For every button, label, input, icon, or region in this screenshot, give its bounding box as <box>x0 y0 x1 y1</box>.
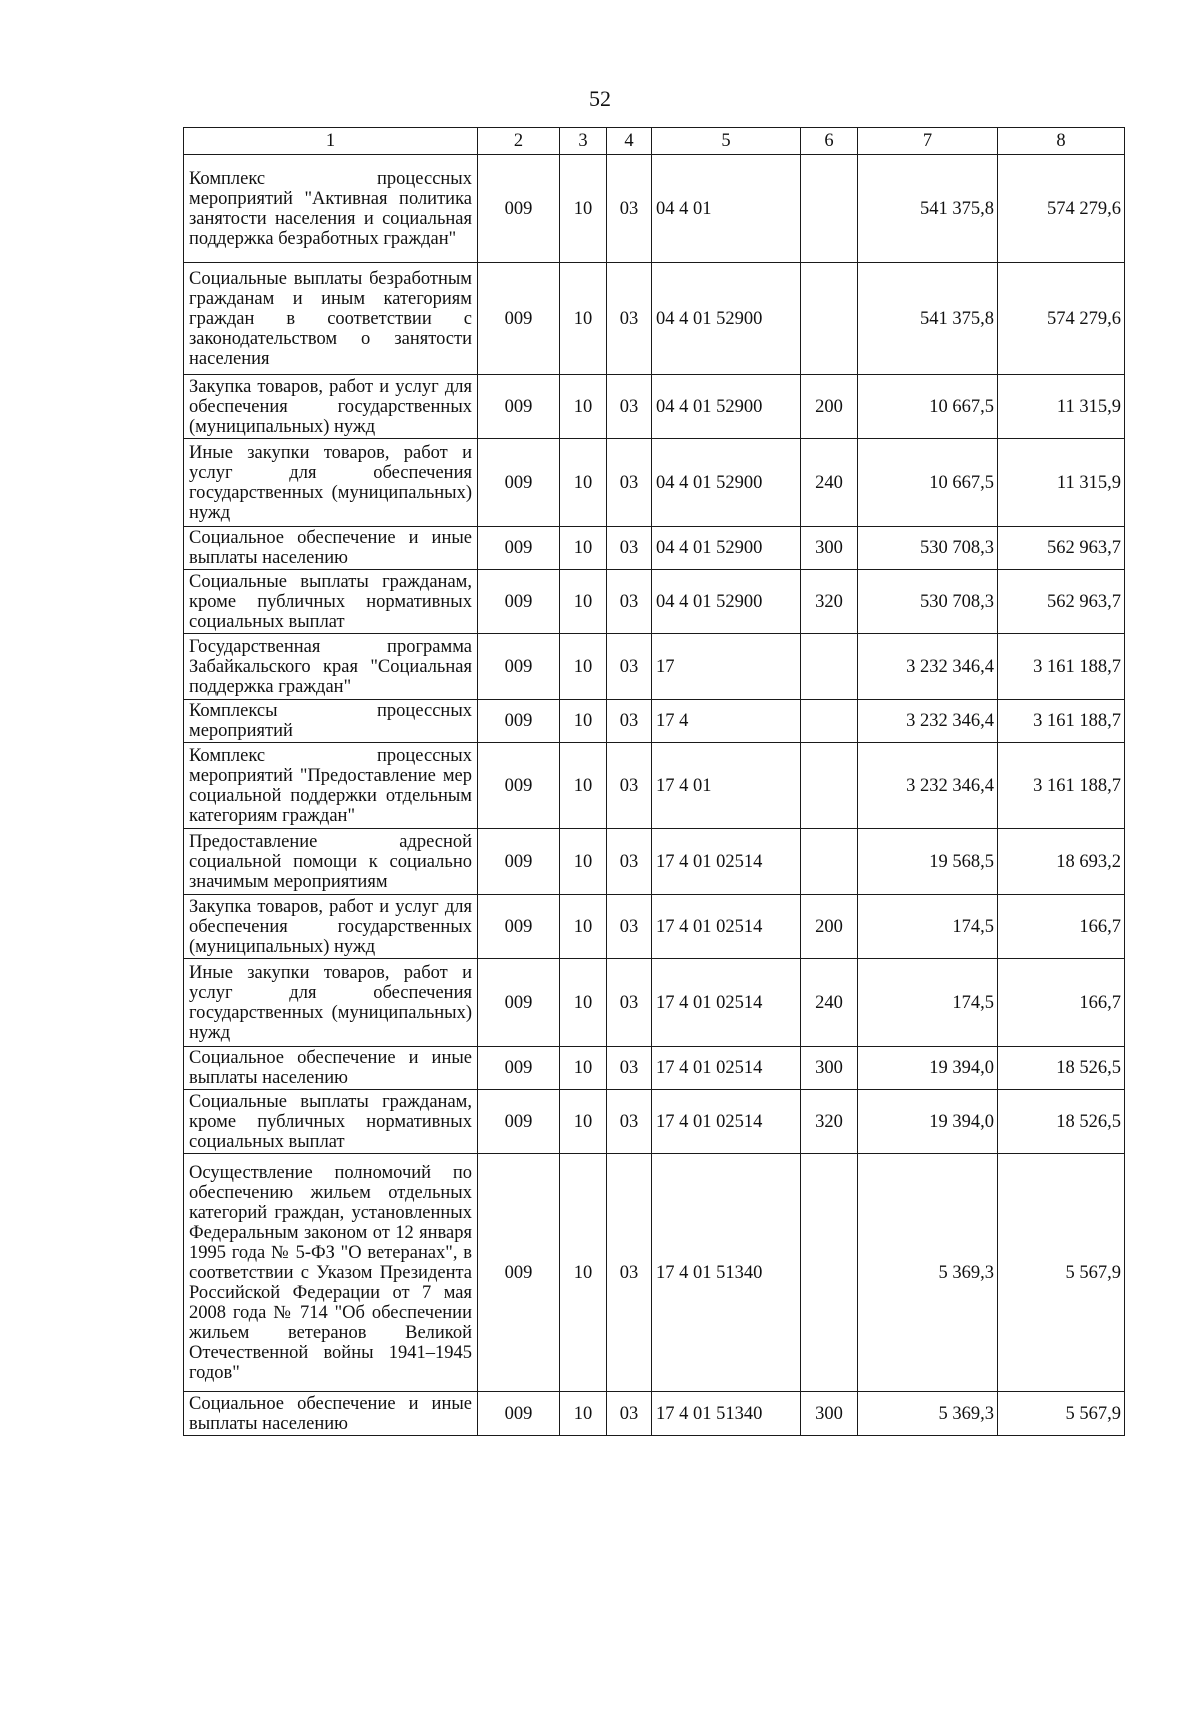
row-amount-year-2: 11 315,9 <box>998 439 1125 527</box>
row-target-article: 17 4 01 <box>652 743 801 829</box>
row-amount-year-1: 3 232 346,4 <box>858 743 998 829</box>
table-body <box>184 155 1125 1436</box>
row-ministry: 009 <box>478 895 560 959</box>
row-expense-type <box>801 700 858 743</box>
row-name: Иные закупки товаров, работ и услуг для обеспечения государственных (муниципальных) нужд <box>184 959 478 1047</box>
row-amount-year-2: 574 279,6 <box>998 263 1125 375</box>
table-row <box>184 895 1125 959</box>
row-expense-type: 320 <box>801 570 858 634</box>
table-row <box>184 829 1125 895</box>
row-section: 10 <box>560 155 607 263</box>
row-name: Социальные выплаты безработным гражданам и иным категориям граждан в соответствии с законодательством о занятости населения <box>184 263 478 375</box>
row-name: Комплексы процессных мероприятий <box>184 700 478 743</box>
table-row <box>184 959 1125 1047</box>
row-expense-type <box>801 743 858 829</box>
row-section: 10 <box>560 634 607 700</box>
row-section: 10 <box>560 743 607 829</box>
row-subsection: 03 <box>607 743 652 829</box>
column-header-7: 7 <box>858 128 998 155</box>
row-amount-year-1: 19 394,0 <box>858 1090 998 1154</box>
row-ministry: 009 <box>478 1047 560 1090</box>
row-section: 10 <box>560 1090 607 1154</box>
row-ministry: 009 <box>478 155 560 263</box>
row-ministry: 009 <box>478 439 560 527</box>
row-expense-type <box>801 1154 858 1392</box>
row-target-article: 04 4 01 52900 <box>652 375 801 439</box>
row-subsection: 03 <box>607 895 652 959</box>
row-name: Осуществление полномочий по обеспечению жильем отдельных категорий граждан, установленных Федеральным законом от 12 января 1995 года № 5-ФЗ "О ветеранах", в соответствии с Указом Президента Российской Федерации от 7 мая 2008 года № 714 "Об обеспечении жильем ветеранов Великой Отечественной войны 1941–1945 годов" <box>184 1154 478 1392</box>
row-expense-type: 240 <box>801 959 858 1047</box>
row-name: Иные закупки товаров, работ и услуг для обеспечения государственных (муниципальных) нужд <box>184 439 478 527</box>
row-name: Закупка товаров, работ и услуг для обеспечения государственных (муниципальных) нужд <box>184 895 478 959</box>
row-amount-year-1: 530 708,3 <box>858 570 998 634</box>
row-name: Социальное обеспечение и иные выплаты населению <box>184 1392 478 1436</box>
row-section: 10 <box>560 439 607 527</box>
row-target-article: 17 4 <box>652 700 801 743</box>
table-row <box>184 527 1125 570</box>
row-amount-year-2: 562 963,7 <box>998 570 1125 634</box>
row-target-article: 17 4 01 51340 <box>652 1154 801 1392</box>
table-row <box>184 439 1125 527</box>
row-subsection: 03 <box>607 155 652 263</box>
row-amount-year-2: 166,7 <box>998 959 1125 1047</box>
table-row <box>184 375 1125 439</box>
row-subsection: 03 <box>607 527 652 570</box>
row-amount-year-1: 19 568,5 <box>858 829 998 895</box>
row-subsection: 03 <box>607 959 652 1047</box>
row-section: 10 <box>560 1047 607 1090</box>
row-subsection: 03 <box>607 439 652 527</box>
row-expense-type: 200 <box>801 375 858 439</box>
row-name: Социальное обеспечение и иные выплаты населению <box>184 1047 478 1090</box>
row-ministry: 009 <box>478 743 560 829</box>
row-section: 10 <box>560 1154 607 1392</box>
row-name: Социальное обеспечение и иные выплаты населению <box>184 527 478 570</box>
row-amount-year-2: 562 963,7 <box>998 527 1125 570</box>
row-subsection: 03 <box>607 1090 652 1154</box>
row-name: Комплекс процессных мероприятий "Активная политика занятости населения и социальная поддержка безработных граждан" <box>184 155 478 263</box>
column-header-5: 5 <box>652 128 801 155</box>
table-row <box>184 1047 1125 1090</box>
row-amount-year-1: 174,5 <box>858 895 998 959</box>
row-amount-year-1: 5 369,3 <box>858 1154 998 1392</box>
row-section: 10 <box>560 959 607 1047</box>
row-expense-type <box>801 155 858 263</box>
row-section: 10 <box>560 263 607 375</box>
column-header-1: 1 <box>184 128 478 155</box>
row-amount-year-1: 3 232 346,4 <box>858 700 998 743</box>
row-subsection: 03 <box>607 1047 652 1090</box>
row-amount-year-1: 530 708,3 <box>858 527 998 570</box>
table-row <box>184 1090 1125 1154</box>
row-amount-year-2: 166,7 <box>998 895 1125 959</box>
row-amount-year-2: 18 526,5 <box>998 1047 1125 1090</box>
column-header-2: 2 <box>478 128 560 155</box>
row-ministry: 009 <box>478 375 560 439</box>
row-amount-year-1: 541 375,8 <box>858 155 998 263</box>
table-row <box>184 634 1125 700</box>
row-amount-year-2: 5 567,9 <box>998 1392 1125 1436</box>
column-header-4: 4 <box>607 128 652 155</box>
row-target-article: 04 4 01 52900 <box>652 527 801 570</box>
row-name: Предоставление адресной социальной помощи к социально значимым мероприятиям <box>184 829 478 895</box>
row-amount-year-1: 174,5 <box>858 959 998 1047</box>
row-amount-year-2: 18 693,2 <box>998 829 1125 895</box>
row-amount-year-2: 5 567,9 <box>998 1154 1125 1392</box>
row-amount-year-2: 3 161 188,7 <box>998 743 1125 829</box>
row-section: 10 <box>560 1392 607 1436</box>
row-target-article: 04 4 01 <box>652 155 801 263</box>
row-ministry: 009 <box>478 700 560 743</box>
row-amount-year-1: 19 394,0 <box>858 1047 998 1090</box>
row-section: 10 <box>560 375 607 439</box>
row-ministry: 009 <box>478 527 560 570</box>
row-subsection: 03 <box>607 634 652 700</box>
column-header-8: 8 <box>998 128 1125 155</box>
row-expense-type: 300 <box>801 1392 858 1436</box>
table-row <box>184 1154 1125 1392</box>
row-target-article: 17 4 01 02514 <box>652 959 801 1047</box>
row-ministry: 009 <box>478 570 560 634</box>
row-target-article: 04 4 01 52900 <box>652 570 801 634</box>
row-target-article: 17 4 01 51340 <box>652 1392 801 1436</box>
row-amount-year-1: 3 232 346,4 <box>858 634 998 700</box>
row-section: 10 <box>560 895 607 959</box>
row-amount-year-2: 574 279,6 <box>998 155 1125 263</box>
row-ministry: 009 <box>478 959 560 1047</box>
table-row <box>184 263 1125 375</box>
row-amount-year-2: 11 315,9 <box>998 375 1125 439</box>
row-section: 10 <box>560 527 607 570</box>
row-target-article: 17 4 01 02514 <box>652 1090 801 1154</box>
row-expense-type <box>801 263 858 375</box>
row-expense-type: 300 <box>801 1047 858 1090</box>
page-number: 52 <box>589 86 611 111</box>
row-amount-year-1: 541 375,8 <box>858 263 998 375</box>
row-target-article: 17 4 01 02514 <box>652 895 801 959</box>
row-expense-type: 300 <box>801 527 858 570</box>
row-subsection: 03 <box>607 700 652 743</box>
row-amount-year-2: 3 161 188,7 <box>998 700 1125 743</box>
row-ministry: 009 <box>478 1090 560 1154</box>
row-section: 10 <box>560 700 607 743</box>
row-ministry: 009 <box>478 829 560 895</box>
row-expense-type <box>801 829 858 895</box>
row-expense-type: 240 <box>801 439 858 527</box>
table-row <box>184 743 1125 829</box>
row-expense-type: 200 <box>801 895 858 959</box>
row-section: 10 <box>560 829 607 895</box>
row-ministry: 009 <box>478 263 560 375</box>
row-amount-year-1: 10 667,5 <box>858 375 998 439</box>
header-row <box>184 128 1125 155</box>
row-name: Социальные выплаты гражданам, кроме публичных нормативных социальных выплат <box>184 1090 478 1154</box>
row-name: Социальные выплаты гражданам, кроме публичных нормативных социальных выплат <box>184 570 478 634</box>
row-subsection: 03 <box>607 263 652 375</box>
row-name: Закупка товаров, работ и услуг для обеспечения государственных (муниципальных) нужд <box>184 375 478 439</box>
row-ministry: 009 <box>478 1392 560 1436</box>
row-expense-type <box>801 634 858 700</box>
row-subsection: 03 <box>607 829 652 895</box>
row-subsection: 03 <box>607 1392 652 1436</box>
row-target-article: 17 <box>652 634 801 700</box>
row-ministry: 009 <box>478 1154 560 1392</box>
row-amount-year-1: 10 667,5 <box>858 439 998 527</box>
row-target-article: 04 4 01 52900 <box>652 439 801 527</box>
budget-table <box>183 127 1125 1436</box>
column-header-6: 6 <box>801 128 858 155</box>
table-row <box>184 700 1125 743</box>
table-row <box>184 570 1125 634</box>
row-amount-year-1: 5 369,3 <box>858 1392 998 1436</box>
row-target-article: 17 4 01 02514 <box>652 829 801 895</box>
row-subsection: 03 <box>607 1154 652 1392</box>
row-name: Государственная программа Забайкальского края "Социальная поддержка граждан" <box>184 634 478 700</box>
row-expense-type: 320 <box>801 1090 858 1154</box>
table-row <box>184 155 1125 263</box>
row-name: Комплекс процессных мероприятий "Предоставление мер социальной поддержки отдельным категориям граждан" <box>184 743 478 829</box>
table-row <box>184 1392 1125 1436</box>
row-target-article: 04 4 01 52900 <box>652 263 801 375</box>
row-subsection: 03 <box>607 570 652 634</box>
column-header-3: 3 <box>560 128 607 155</box>
row-amount-year-2: 3 161 188,7 <box>998 634 1125 700</box>
row-target-article: 17 4 01 02514 <box>652 1047 801 1090</box>
row-amount-year-2: 18 526,5 <box>998 1090 1125 1154</box>
row-ministry: 009 <box>478 634 560 700</box>
row-subsection: 03 <box>607 375 652 439</box>
row-section: 10 <box>560 570 607 634</box>
